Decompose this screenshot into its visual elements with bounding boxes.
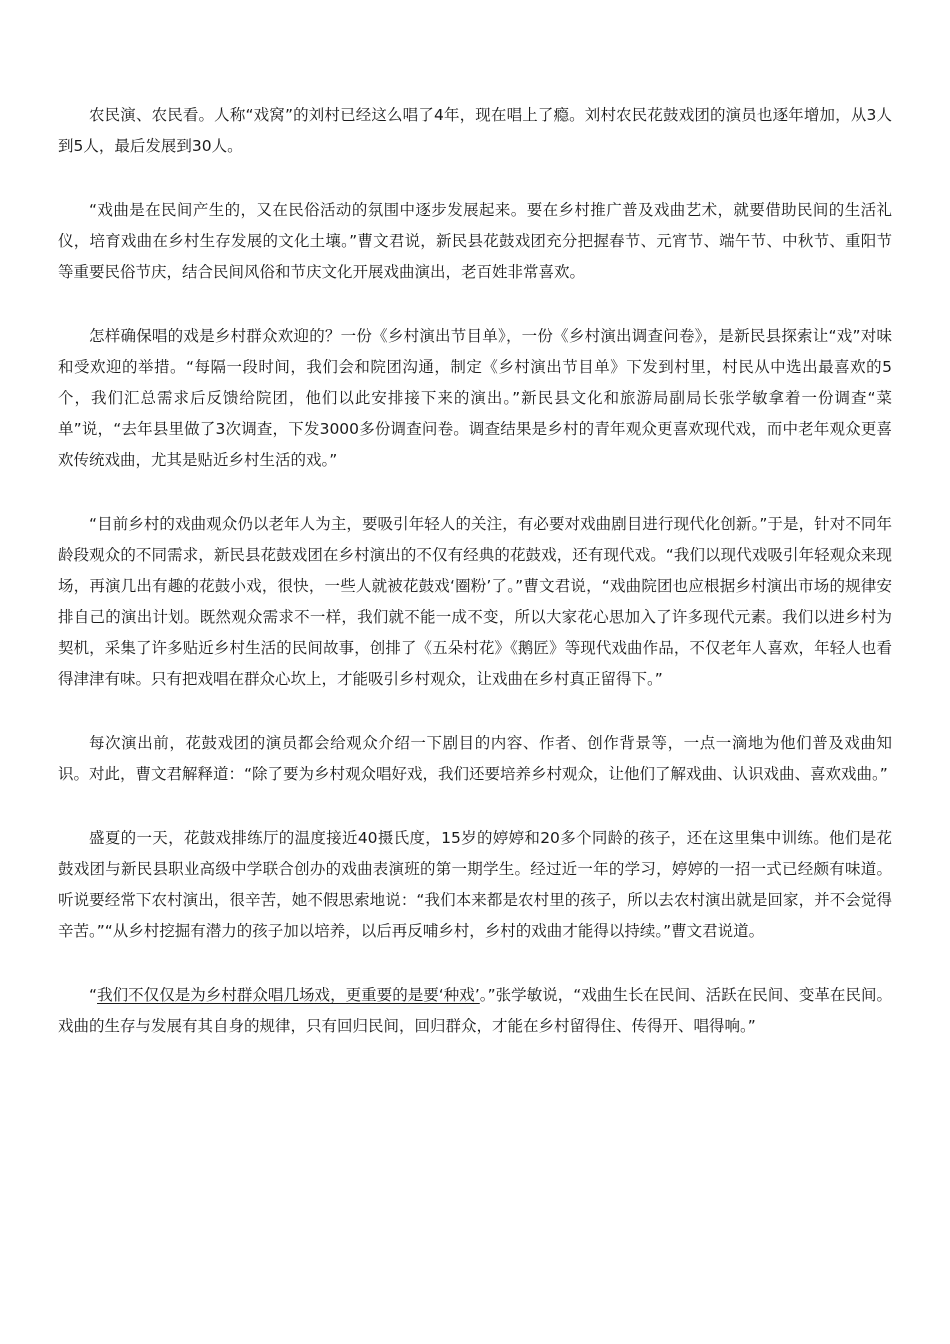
- paragraph-5: [58, 728, 892, 790]
- paragraph-6: [58, 823, 892, 947]
- paragraph-4: [58, 509, 892, 695]
- paragraph-3-text: 怎样确保唱的戏是乡村群众欢迎的？一份《乡村演出节目单》，一份《乡村演出调查问卷》，是新民县探索让“戏”对味和受欢迎的举措。“每隔一段时间，我们会和院团沟通，制定《乡村演出节目单》下发到村里，村民从中选出最喜欢的5个，我们汇总需求后反馈给院团，他们以此安排接下来的演出。”新民县文化和旅游局副局长张学敏拿着一份调查“菜单”说，“去年县里做了3次调查，下发3000多份调查问卷。调查结果是乡村的青年观众更喜欢现代戏，而中老年观众更喜欢传统戏曲，尤其是贴近乡村生活的戏。”: [58, 327, 892, 469]
- paragraph-2: [58, 195, 892, 288]
- paragraph-7-open-quote: “: [89, 986, 98, 1004]
- paragraph-2-text: “戏曲是在民间产生的，又在民俗活动的氛围中逐步发展起来。要在乡村推广普及戏曲艺术，就要借助民间的生活礼仪，培育戏曲在乡村生存发展的文化土壤。”曹文君说，新民县花鼓戏团充分把握春节、元宵节、端午节、中秋节、重阳节等重要民俗节庆，结合民间风俗和节庆文化开展戏曲演出，老百姓非常喜欢。: [58, 201, 892, 281]
- paragraph-5-text: 每次演出前，花鼓戏团的演员都会给观众介绍一下剧目的内容、作者、创作背景等，一点一滴地为他们普及戏曲知识。对此，曹文君解释道：“除了要为乡村观众唱好戏，我们还要培养乡村观众，让他们了解戏曲、认识戏曲、喜欢戏曲。”: [58, 734, 892, 783]
- paragraph-6-text: 盛夏的一天，花鼓戏排练厅的温度接近40摄氏度，15岁的婷婷和20多个同龄的孩子，还在这里集中训练。他们是花鼓戏团与新民县职业高级中学联合创办的戏曲表演班的第一期学生。经过近一年的学习，婷婷的一招一式已经颇有味道。听说要经常下农村演出，很辛苦，她不假思索地说：“我们本来都是农村里的孩子，所以去农村演出就是回家，并不会觉得辛苦。”“从乡村挖掘有潜力的孩子加以培养，以后再反哺乡村，乡村的戏曲才能得以持续。”曹文君说道。: [58, 829, 892, 940]
- paragraph-4-text: “目前乡村的戏曲观众仍以老年人为主，要吸引年轻人的关注，有必要对戏曲剧目进行现代化创新。”于是，针对不同年龄段观众的不同需求，新民县花鼓戏团在乡村演出的不仅有经典的花鼓戏，还有现代戏。“我们以现代戏吸引年轻观众来现场，再演几出有趣的花鼓小戏，很快，一些人就被花鼓戏‘圈粉’了。”曹文君说，“戏曲院团也应根据乡村演出市场的规律安排自己的演出计划。既然观众需求不一样，我们就不能一成不变，所以大家花心思加入了许多现代元素。我们以进乡村为契机，采集了许多贴近乡村生活的民间故事，创排了《五朵村花》《鹅匠》等现代戏曲作品，不仅老年人喜欢，年轻人也看得津津有味。只有把戏唱在群众心坎上，才能吸引乡村观众，让戏曲在乡村真正留得下。”: [58, 515, 892, 688]
- paragraph-7-underlined-text: 我们不仅仅是为乡村群众唱几场戏，更重要的是要‘种戏’: [97, 986, 480, 1004]
- paragraph-7: [58, 980, 892, 1042]
- paragraph-1: [58, 100, 892, 162]
- paragraph-3: [58, 321, 892, 476]
- paragraph-1-text: 农民演、农民看。人称“戏窝”的刘村已经这么唱了4年，现在唱上了瘾。刘村农民花鼓戏团的演员也逐年增加，从3人到5人，最后发展到30人。: [58, 106, 892, 155]
- document-body: [58, 100, 892, 1075]
- paragraph-7-rest-text: 。”张学敏说，“戏曲生长在民间、活跃在民间、变革在民间。戏曲的生存与发展有其自身的规律，只有回归民间，回归群众，才能在乡村留得住、传得开、唱得响。”: [58, 986, 893, 1035]
